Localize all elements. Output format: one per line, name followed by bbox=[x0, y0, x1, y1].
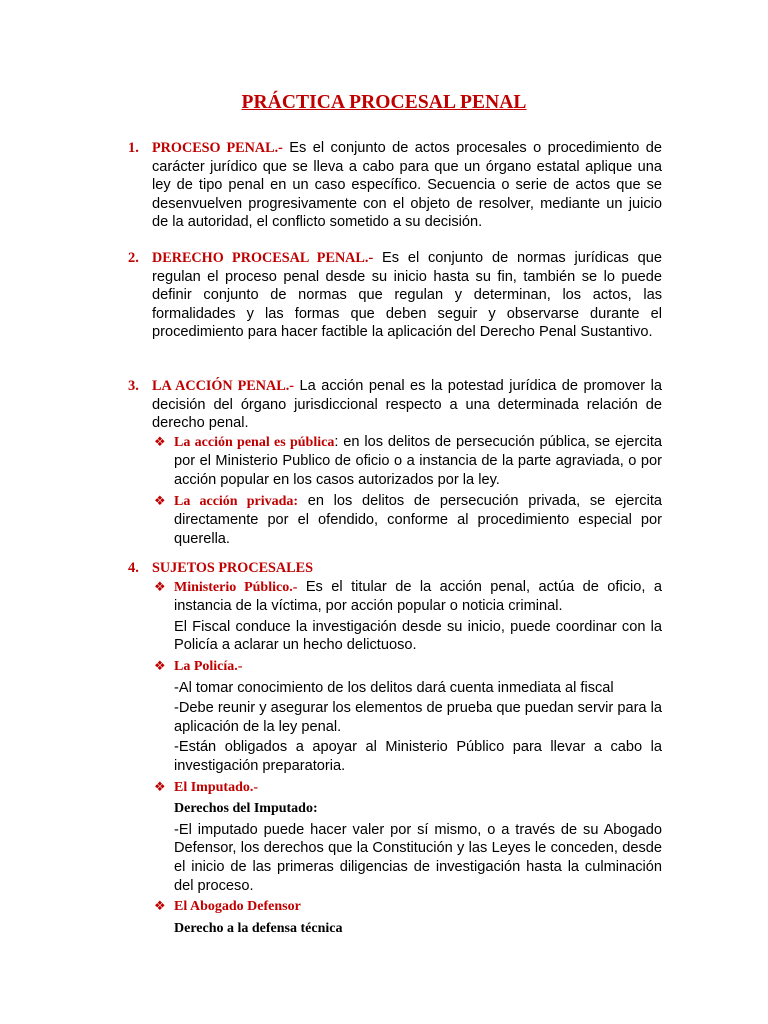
bullet-paragraph: -Debe reunir y asegurar los elementos de prueba que puedan servir para la aplicación de la ley penal. bbox=[174, 700, 662, 735]
bullet-item-abogado-defensor bbox=[152, 897, 662, 938]
diamond-bullet-icon: ❖ bbox=[154, 658, 166, 674]
bullet-item bbox=[152, 433, 662, 490]
bullet-paragraph: -El imputado puede hacer valer por sí mismo, o a través de su Abogado Defensor, los derechos que la Constitución y las Leyes le conceden, desde el inicio de las primeras diligencias de investigación hasta la culminación del proceso. bbox=[174, 821, 662, 894]
section-number: 3. bbox=[128, 378, 139, 394]
section-number: 4. bbox=[128, 560, 139, 576]
bullet-item-policia bbox=[152, 657, 662, 776]
bullet-heading: La Policía.- bbox=[174, 658, 243, 674]
section-heading: PROCESO PENAL.- bbox=[152, 140, 283, 156]
section-sujetos-procesales bbox=[128, 559, 662, 940]
section-text: La acción penal es la potestad jurídica de promover la decisión del órgano jurisdiccional respecto a una determinada relación de derecho penal. bbox=[152, 378, 662, 432]
bullet-heading: La acción penal es pública bbox=[174, 434, 335, 450]
diamond-bullet-icon: ❖ bbox=[154, 899, 166, 915]
section-text: Es el conjunto de actos procesales o procedimiento de carácter jurídico que se lleva a cabo para que un órgano estatal aplique una ley de tipo penal en un caso específico. Secuencia o serie de actos que se desenvuelven progresivamente con el objeto de resolver, mediante un juicio de la autoridad, el conflicto sometido a su decisión. bbox=[152, 140, 662, 231]
bullet-paragraph: -Al tomar conocimiento de los delitos dará cuenta inmediata al fiscal bbox=[174, 679, 614, 696]
section-body bbox=[152, 377, 662, 433]
diamond-bullet-icon: ❖ bbox=[154, 434, 166, 450]
section-body bbox=[152, 249, 662, 342]
bullet-heading: El Imputado.- bbox=[174, 779, 259, 795]
page-title: PRÁCTICA PROCESAL PENAL bbox=[241, 92, 527, 113]
bullet-text bbox=[174, 778, 662, 798]
section-number: 2. bbox=[128, 250, 139, 266]
bullet-text bbox=[174, 897, 662, 917]
bullet-paragraph: El Fiscal conduce la investigación desde su inicio, puede coordinar con la Policía a aclarar un hecho delictuoso. bbox=[174, 618, 662, 654]
section-number: 1. bbox=[128, 140, 139, 156]
diamond-bullet-icon: ❖ bbox=[154, 493, 166, 509]
section-text: Es el conjunto de normas jurídicas que regulan el proceso penal desde su inicio hasta su fin, también se lo puede definir conjunto de normas que regulan y determinan, los actos, las formalidades y las formas que deben seguir y observarse durante el procedimiento para hacer factible la aplicación del Derecho Penal Sustantivo. bbox=[152, 250, 662, 341]
section-accion-penal bbox=[128, 377, 662, 548]
bullet-heading: El Abogado Defensor bbox=[174, 899, 301, 915]
section-heading: LA ACCIÓN PENAL.- bbox=[152, 378, 294, 394]
bullet-body: Es el titular de la acción penal, actúa de oficio, a instancia de la víctima, por acción popular o noticia criminal. bbox=[174, 578, 662, 615]
section-derecho-procesal-penal bbox=[128, 249, 662, 342]
diamond-bullet-icon: ❖ bbox=[154, 779, 166, 795]
section-heading: SUJETOS PROCESALES bbox=[152, 560, 313, 576]
section-body bbox=[152, 139, 662, 232]
bullet-text bbox=[174, 492, 662, 549]
bullet-body: en los delitos de persecución privada, se ejercita directamente por el ofendido, conforme al procedimiento especial por querella. bbox=[174, 492, 662, 547]
bullet-heading: La acción privada: bbox=[174, 493, 299, 509]
bullet-text bbox=[174, 578, 662, 616]
bullet-text bbox=[174, 433, 662, 490]
bullet-subheading: Derecho a la defensa técnica bbox=[174, 920, 343, 936]
bullet-list bbox=[152, 433, 662, 549]
section-proceso-penal bbox=[128, 139, 662, 232]
bullet-item-ministerio-publico bbox=[152, 578, 662, 655]
diamond-bullet-icon: ❖ bbox=[154, 579, 166, 595]
bullet-heading: Ministerio Público.- bbox=[174, 579, 298, 595]
section-heading: DERECHO PROCESAL PENAL.- bbox=[152, 250, 374, 266]
section-body bbox=[152, 559, 662, 578]
bullet-subheading: Derechos del Imputado: bbox=[174, 801, 318, 817]
bullet-text bbox=[174, 657, 662, 677]
bullet-paragraph: -Están obligados a apoyar al Ministerio Público para llevar a cabo la investigación preparatoria. bbox=[174, 739, 662, 774]
bullet-item-imputado bbox=[152, 778, 662, 896]
bullet-body: : en los delitos de persecución pública, se ejercita por el Ministerio Publico de oficio o a instancia de la parte agraviada, o por acción popular en los casos autorizados por la ley. bbox=[174, 433, 662, 488]
bullet-list bbox=[152, 578, 662, 939]
bullet-item bbox=[152, 492, 662, 549]
